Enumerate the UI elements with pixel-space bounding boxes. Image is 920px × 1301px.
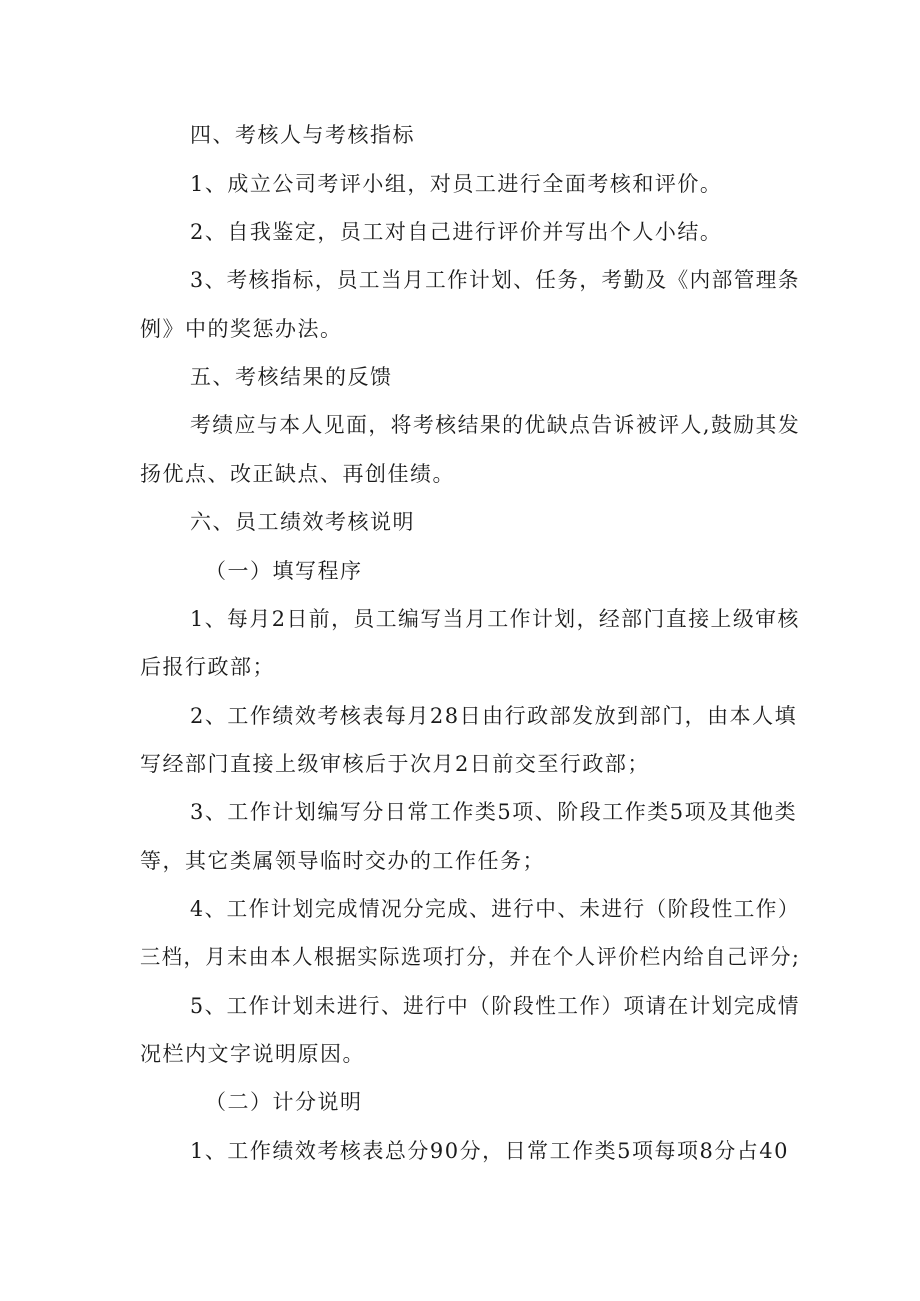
paragraph-line: 4、工作计划完成情况分完成、进行中、未进行（阶段性工作）: [190, 897, 800, 921]
paragraph-line: 考绩应与本人见面，将考核结果的优缺点告诉被评人,鼓励其发: [190, 413, 801, 437]
paragraph-line: 三档，月末由本人根据实际选项打分，并在个人评价栏内给自己评分;: [140, 945, 801, 969]
section-heading-4: 四、考核人与考核指标: [190, 123, 415, 147]
paragraph-line: 1、工作绩效考核表总分90分，日常工作类5项每项8分占40: [190, 1139, 790, 1163]
subsection-heading-1: （一）填写程序: [205, 559, 363, 583]
paragraph-line: 1、每月2日前，员工编写当月工作计划，经部门直接上级审核: [190, 607, 800, 631]
paragraph-line: 1、成立公司考评小组，对员工进行全面考核和评价。: [190, 172, 723, 196]
paragraph-line: 2、工作绩效考核表每月28日由行政部发放到部门，由本人填: [190, 704, 798, 728]
subsection-heading-2: （二）计分说明: [205, 1090, 363, 1114]
paragraph-line: 3、考核指标，员工当月工作计划、任务，考勤及《内部管理条: [190, 268, 800, 292]
paragraph-line: 写经部门直接上级审核后于次月2日前交至行政部；: [140, 752, 650, 776]
paragraph-line: 扬优点、改正缺点、再创佳绩。: [140, 462, 455, 486]
paragraph-line: 等，其它类属领导临时交办的工作任务；: [140, 849, 545, 873]
paragraph-line: 3、工作计划编写分日常工作类5项、阶段工作类5项及其他类: [190, 800, 798, 824]
section-heading-6: 六、员工绩效考核说明: [190, 510, 415, 534]
paragraph-line: 2、自我鉴定，员工对自己进行评价并写出个人小结。: [190, 220, 723, 244]
paragraph-line: 后报行政部；: [140, 655, 275, 679]
section-heading-5: 五、考核结果的反馈: [190, 365, 393, 389]
paragraph-line: 例》中的奖惩办法。: [140, 317, 343, 341]
paragraph-line: 况栏内文字说明原因。: [140, 1042, 365, 1066]
paragraph-line: 5、工作计划未进行、进行中（阶段性工作）项请在计划完成情: [190, 994, 800, 1018]
